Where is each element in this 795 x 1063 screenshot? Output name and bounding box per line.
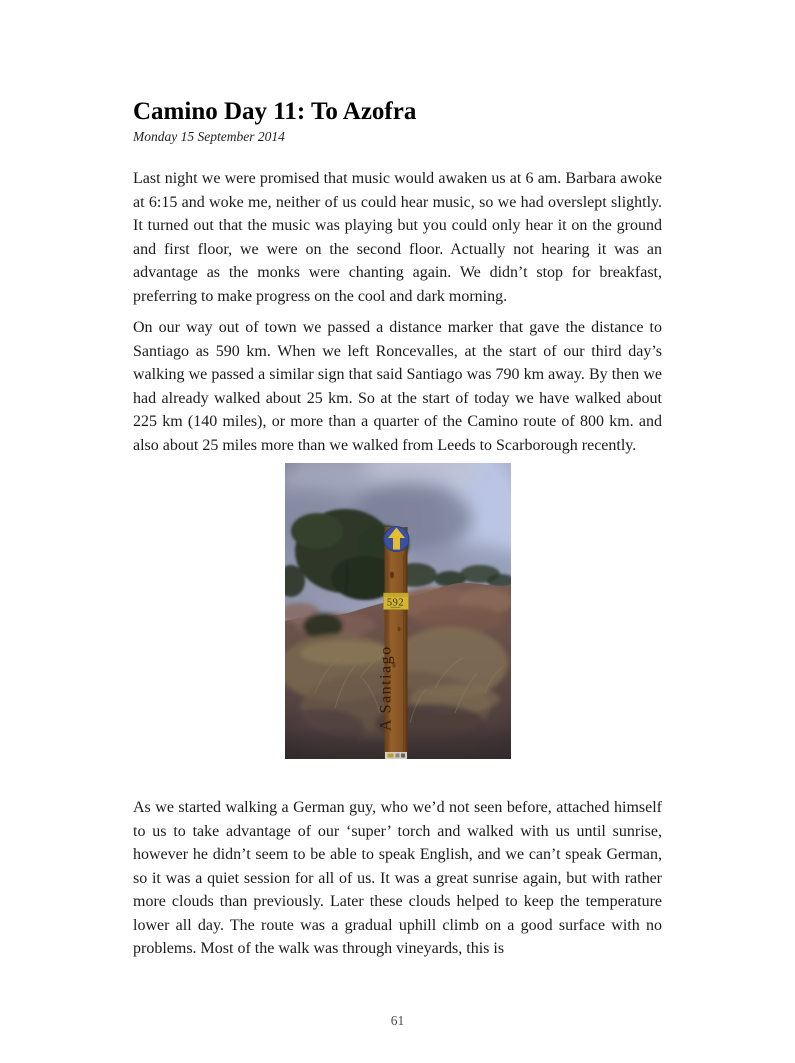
body-paragraph-1: Last night we were promised that music would awaken us at 6 am. Barbara awoke at 6:15 and woke me, neither of us could hear music, so we had overslept slightly. It turned out that the music was playing but you could only hear it on the ground and first floor, we were on the second floor. Actually not hearing it was an advantage as the monks were chanting again. We didn’t stop for breakfast, preferring to make progress on the cool and dark morning. xyxy=(133,170,662,305)
camino-photo-svg xyxy=(285,463,511,759)
page-number: 61 xyxy=(390,1013,405,1028)
body-paragraph-3: As we started walking a German guy, who we’d not seen before, attached himself to us to take advantage of our ‘super’ torch and walked with us until sunrise, however he didn’t seem to be able to speak English, and we can’t speak German, so it was a quiet session for all of us. It was a great sunrise again, but with rather more clouds than previously. Later these clouds helped to keep the temperature lower all day. The route was a gradual uphill climb on a good surface with no problems. Most of the walk was through vineyards, this is xyxy=(133,799,662,957)
page-title: Camino Day 11: To Azofra xyxy=(133,98,417,125)
date-line: Monday 15 September 2014 xyxy=(133,129,285,144)
body-paragraph-2: On our way out of town we passed a distance marker that gave the distance to Santiago as 590 km. When we left Roncevalles, at the start of our third day’s walking we passed a similar sign that said Santiago was 790 km away. By then we had already walked about 25 km. So at the start of today we have walked about 225 km (140 miles), or more than a quarter of the Camino route of 800 km. and also about 25 miles more than we walked from Leeds to Scarborough recently. xyxy=(133,319,662,454)
camino-photo xyxy=(285,463,511,759)
text-column xyxy=(133,0,662,961)
